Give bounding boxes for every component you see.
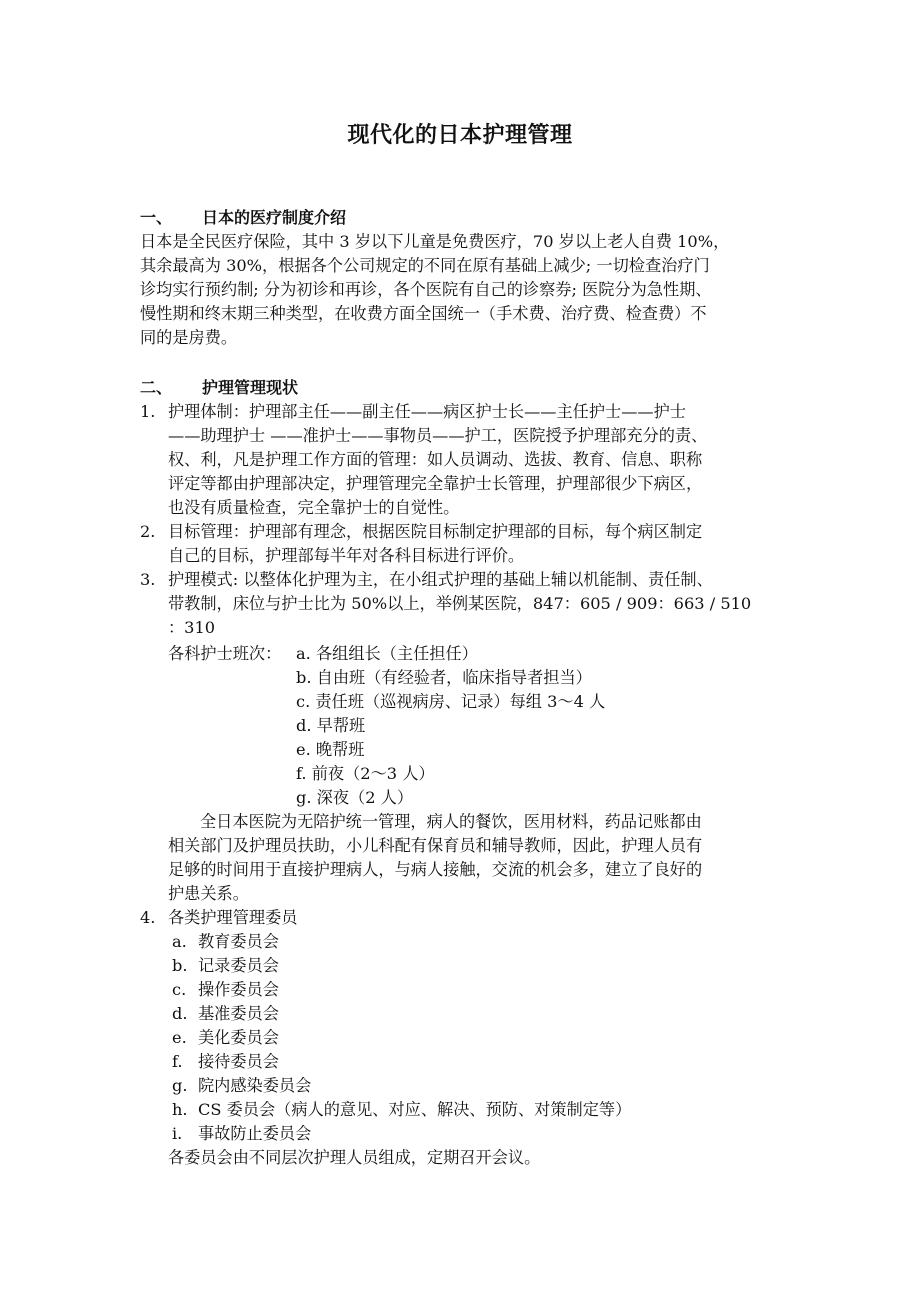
paragraph-line: 足够的时间用于直接护理病人，与病人接触，交流的机会多，建立了良好的 [168,860,703,879]
section-number: 二、 [140,378,173,397]
committee-text: 操作委员会 [198,980,279,999]
section-title: 日本的医疗制度介绍 [202,208,347,227]
committee-item [172,954,279,978]
shift-item: g. 深夜（2 人） [296,788,414,807]
committee-label: h. [172,1100,188,1119]
committee-label: b. [172,956,188,975]
section-title: 护理管理现状 [202,378,299,397]
item-text: 各类护理管理委员 [168,908,298,927]
committee-text: 美化委员会 [198,1028,279,1047]
paragraph-line: 也没有质量检查，完全靠护士的自觉性。 [168,498,460,517]
paragraph-line: ——助理护士 ——准护士——事物员——护工，医院授予护理部充分的责、 [168,426,708,445]
paragraph-line: 日本是全民医疗保险，其中 3 岁以下儿童是免费医疗，70 岁以上老人自费 10%， [140,232,730,251]
shift-item: b. 自由班（有经验者，临床指导者担当） [296,668,592,687]
committee-item [172,1122,311,1146]
section-2-heading [140,376,298,400]
item-text: 目标管理：护理部有理念，根据医院目标制定护理部的目标，每个病区制定 [168,522,703,541]
committee-item [172,1098,631,1122]
paragraph-line: 同的是房费。 [140,328,238,347]
shift-item: c. 责任班（巡视病房、记录）每组 3～4 人 [296,692,606,711]
paragraph-line: 相关部门及护理员扶助，小儿科配有保育员和辅导教师，因此，护理人员有 [168,836,703,855]
paragraph-line: 护患关系。 [168,884,249,903]
committee-label: d. [172,1004,188,1023]
paragraph-line: 自己的目标，护理部每半年对各科目标进行评价。 [168,546,525,565]
paragraph-line: 评定等都由护理部决定，护理管理完全靠护士长管理，护理部很少下病区， [168,474,703,493]
committee-text: 院内感染委员会 [198,1076,312,1095]
committee-item [172,978,279,1002]
committee-item [172,1002,279,1026]
list-item-4 [140,906,298,930]
paragraph-line: ：310 [168,618,216,637]
committee-text: 接待委员会 [198,1052,279,1071]
committee-text: 记录委员会 [198,956,279,975]
item-number: 2. [140,522,156,541]
committee-text: CS 委员会（病人的意见、对应、解决、预防、对策制定等） [198,1100,632,1119]
committee-label: a. [172,932,187,951]
paragraph-line: 其余最高为 30%，根据各个公司规定的不同在原有基础上减少; 一切检查治疗门 [140,256,710,275]
closing-sentence: 各委员会由不同层次护理人员组成，定期召开会议。 [168,1148,541,1167]
paragraph-line: 诊均实行预约制; 分为初诊和再诊，各个医院有自己的诊察券; 医院分为急性期、 [140,280,712,299]
item-number: 1. [140,402,156,421]
item-number: 3. [140,570,156,589]
item-text: 护理体制：护理部主任——副主任——病区护士长——主任护士——护士 [168,402,686,421]
list-item-1 [140,400,686,424]
list-item-2 [140,520,702,544]
section-1-heading [140,206,346,230]
committee-label: g. [172,1076,188,1095]
committee-label: f. [172,1052,183,1071]
committee-item [172,1050,279,1074]
list-item-3 [140,568,713,592]
paragraph-line: 权、利，凡是护理工作方面的管理：如人员调动、选拔、教育、信息、职称 [168,450,703,469]
document-title: 现代化的日本护理管理 [347,123,573,148]
paragraph-line: 慢性期和终末期三种类型，在收费方面全国统一（手术费、治疗费、检查费）不 [140,304,707,323]
committee-label: c. [172,980,187,999]
shift-item: d. 早帮班 [296,716,366,735]
shift-item: a. 各组组长（主任担任） [296,644,478,663]
committee-text: 教育委员会 [198,932,279,951]
committee-text: 事故防止委员会 [198,1124,312,1143]
shift-item: e. 晚帮班 [296,740,365,759]
committee-item [172,1026,279,1050]
item-number: 4. [140,908,156,927]
paragraph-line: 全日本医院为无陪护统一管理，病人的餐饮，医用材料，药品记账都由 [200,812,702,831]
item-text: 护理模式: 以整体化护理为主，在小组式护理的基础上辅以机能制、责任制、 [168,570,713,589]
committee-label: i. [172,1124,183,1143]
committee-label: e. [172,1028,187,1047]
committee-text: 基准委员会 [198,1004,279,1023]
shift-item: f. 前夜（2～3 人） [296,764,435,783]
committee-item [172,930,279,954]
shifts-label: 各科护士班次： [168,644,282,663]
paragraph-line: 带教制，床位与护士比为 50%以上，举例某医院，847：605 / 909：663 / 510 [168,594,752,613]
committee-item [172,1074,311,1098]
section-number: 一、 [140,208,173,227]
